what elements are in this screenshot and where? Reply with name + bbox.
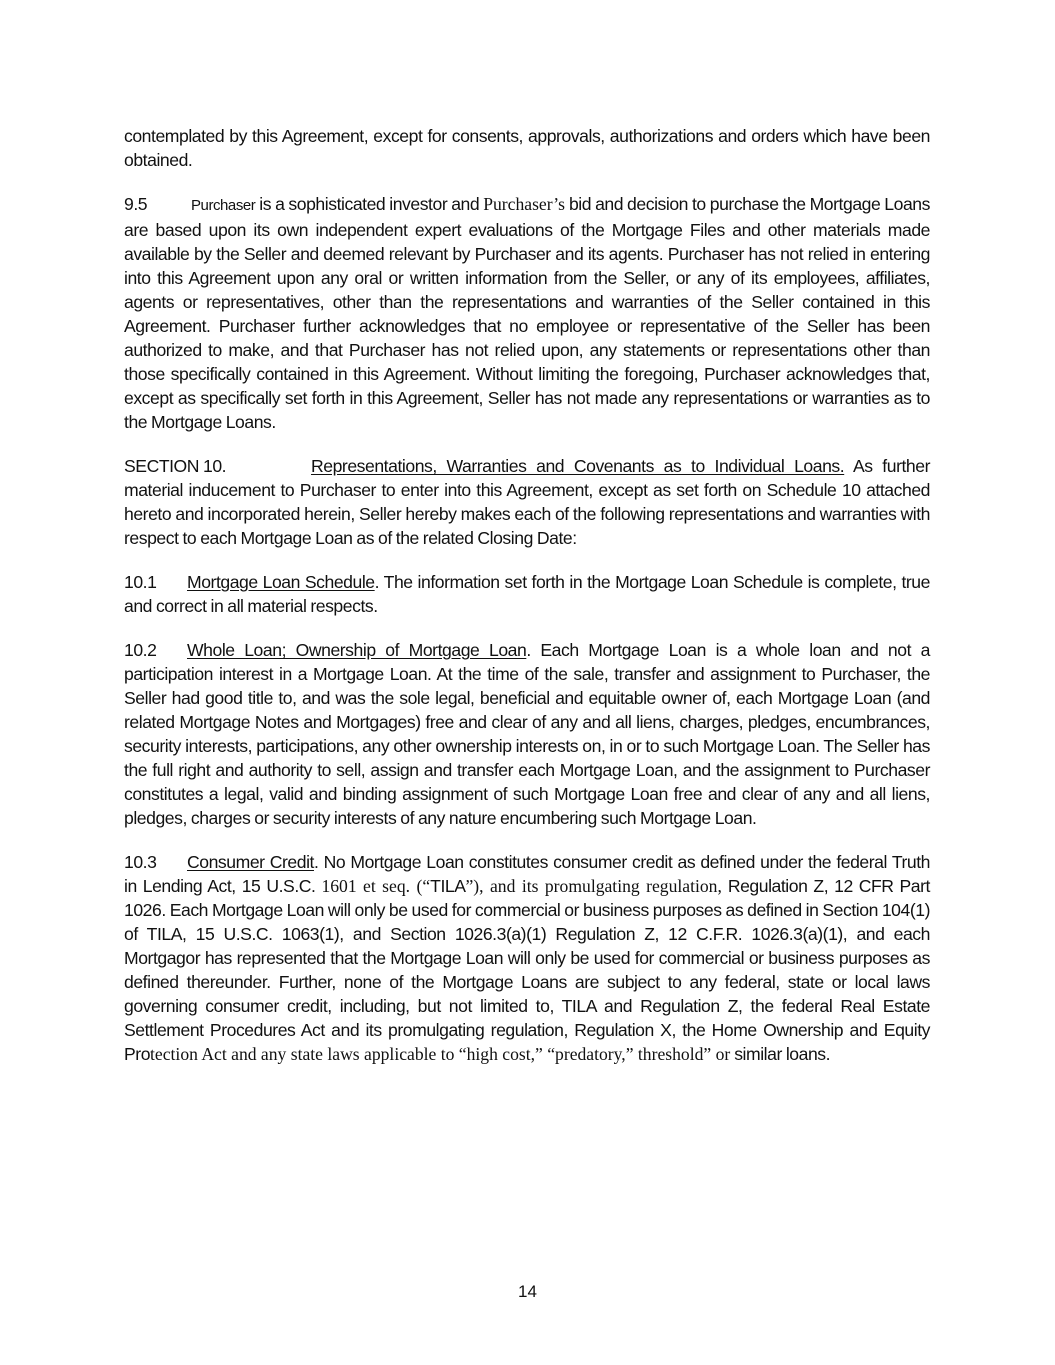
body-text: . Each Mortgage Loan is a whole loan and not a participation interest in a Mortgage Loan. At the time of the sale, transfer and assignment to Purchaser, the Seller had good title to, and was the sole legal, beneficial and equitable owner of, each Mortgage Loan (and related Mortgage Notes and Mortgages) free and clear of any and all liens, charges, pledges, encumbrances, security interests, participations, any other ownership interests on, in or to such Mortgage Loan. The Seller has the full right and authority to sell, assign and transfer each Mortgage Loan, and the assignment to Purchaser constitutes a legal, valid and binding assignment of such Mortgage Loan free and clear of any and all liens, pledges, charges or security interests of any nature encumbering such Mortgage Loan. — [124, 640, 930, 828]
body-text: . No Mortgage Loan constitutes consumer credit as defined under the federal Truth in Lending Act, 15 U.S.C. — [124, 852, 930, 896]
paragraph-9-5 — [124, 192, 930, 434]
body-text: TILA — [430, 876, 466, 896]
section-number: 10.3 — [124, 852, 157, 872]
paragraph-10-1 — [124, 570, 930, 618]
body-text-serif: ”), and its promulgating regulation, — [465, 876, 722, 896]
body-text: is a sophisticated investor and — [255, 194, 484, 214]
paragraph-intro — [124, 124, 930, 172]
section-heading: Consumer Credit — [187, 852, 314, 872]
paragraph-10-3 — [124, 850, 930, 1066]
section-number: SECTION 10. — [124, 456, 227, 476]
body-text: . The information set forth in the Mortgage Loan Schedule is complete, true and correct in all material respects. — [124, 572, 930, 616]
page-number: 14 — [518, 1282, 537, 1301]
body-text-serif: tection Act and any state laws applicable to “high cost,” “predatory,” threshold” or — [150, 1044, 731, 1064]
body-text-serif: Purchaser’s — [483, 194, 565, 214]
section-number: 10.2 — [124, 640, 157, 660]
section-heading: Whole Loan; Ownership of Mortgage Loan — [187, 640, 527, 660]
paragraph-section-10 — [124, 454, 930, 550]
body-text: As further material inducement to Purchaser to enter into this Agreement, except as set forth on Schedule 10 attached hereto and incorporated herein, Seller hereby makes each of the following representations and warranties with respect to each Mortgage Loan as of the related Closing Date: — [124, 456, 930, 548]
section-heading: Mortgage Loan Schedule — [187, 572, 375, 592]
body-text: Regulation Z, 12 CFR Part 1026. Each Mortgage Loan will only be used for commercial or business purposes as defined in Section 104(1) of TILA, 15 U.S.C. 1063(1), and Section 1026.3(a)(1) Regulation Z, 12 C.F.R. 1026.3(a)(1), and each Mortgagor has represented that the Mortgage Loan will only be used for commercial or business purposes as defined thereunder. Further, none of the Mortgage Loans are subject to any federal, state or local laws governing consumer credit, including, but not limited to, TILA and Regulation Z, the federal Real Estate Settlement Procedures Act and its promulgating regulation, Regulation X, the Home Ownership and Equity Pro — [124, 876, 930, 1064]
section-heading: Representations, Warranties and Covenants as to Individual Loans. — [311, 456, 845, 476]
body-text: bid and decision to purchase the Mortgage Loans are based upon its own independent expert evaluations of the Mortgage Files and other materials made available by the Seller and deemed relevant by Purchaser and its agents. Purchaser has not relied in entering into this Agreement upon any oral or written information from the Seller, or any of its employees, affiliates, agents or representatives, other than the representations and warranties of the Seller contained in this Agreement. Purchaser further acknowledges that no employee or representative of the Seller has been authorized to make, and that Purchaser has not relied upon, any statements or representations other than those specifically contained in this Agreement. Without limiting the foregoing, Purchaser acknowledges that, except as specifically set forth in this Agreement, Seller has not made any representations or warranties as to the Mortgage Loans. — [124, 194, 930, 432]
lead-word: Purchaser — [191, 197, 256, 214]
body-text-serif: 1601 et seq. (“ — [321, 876, 431, 896]
section-number: 10.1 — [124, 572, 157, 592]
document-page — [124, 124, 930, 1086]
section-number: 9.5 — [124, 194, 148, 214]
intro-text: contemplated by this Agreement, except for consents, approvals, authorizations and orders which have been obtained. — [124, 126, 930, 170]
paragraph-10-2 — [124, 638, 930, 830]
body-text: similar loans. — [730, 1044, 831, 1064]
